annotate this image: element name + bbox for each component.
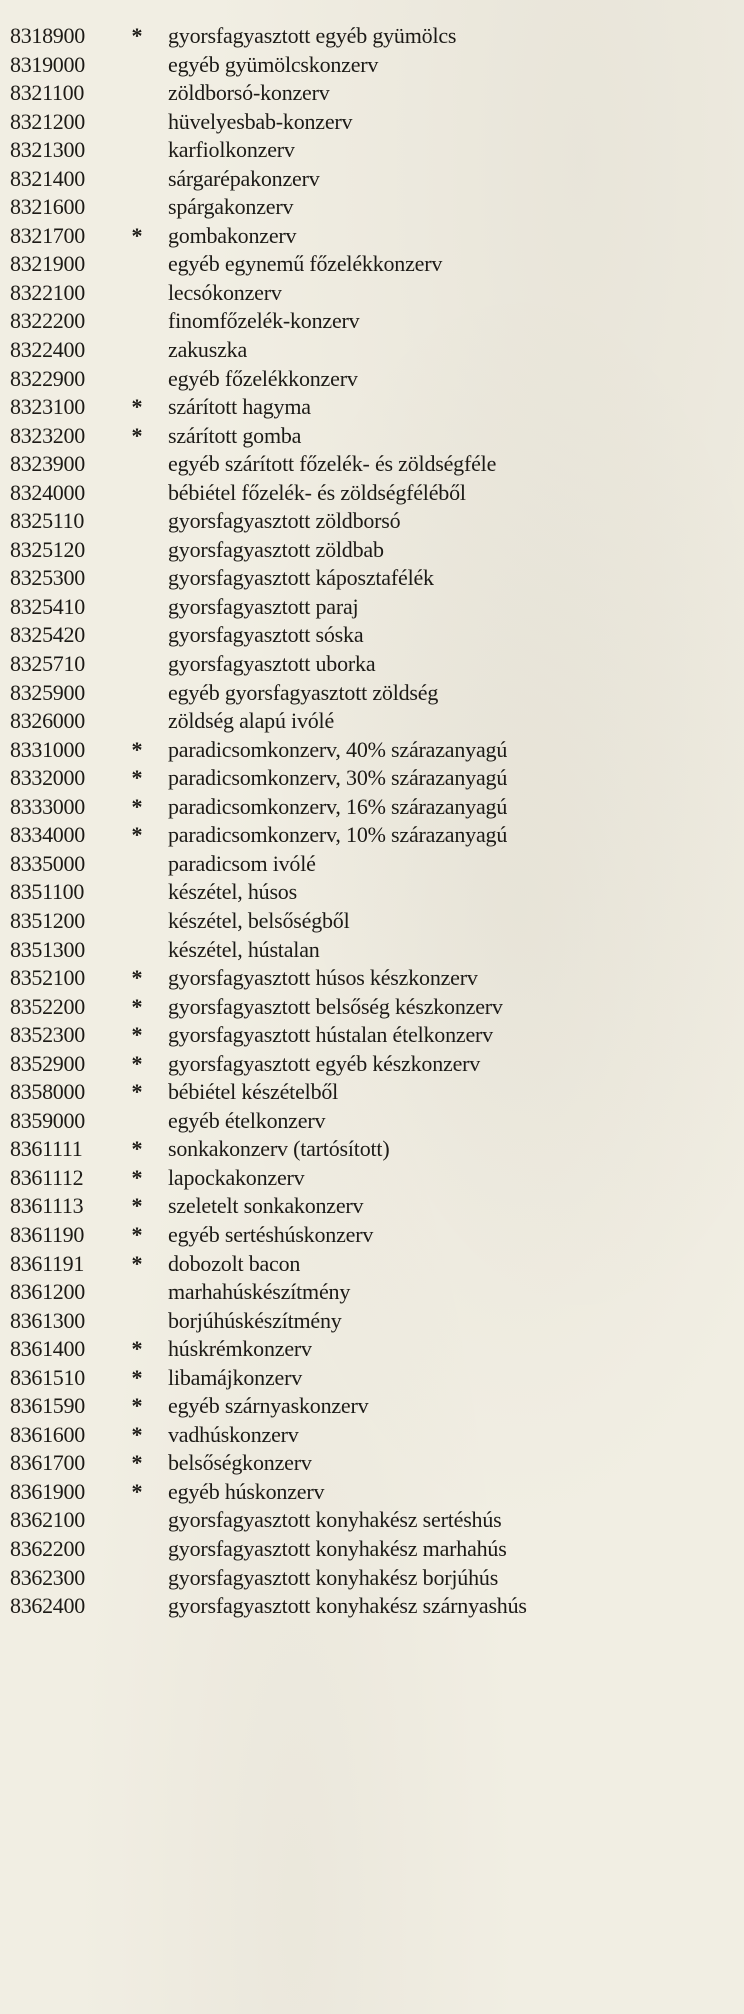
- list-item: [10, 279, 730, 308]
- item-code: 8325420: [10, 622, 85, 648]
- item-code: 8361191: [10, 1250, 85, 1276]
- item-code: 8361113: [10, 1193, 84, 1219]
- item-name: zakuszka: [168, 337, 248, 363]
- item-code: 8322200: [10, 308, 85, 334]
- item-code: 8323200: [10, 422, 85, 448]
- item-asterisk-marker: *: [131, 965, 143, 991]
- item-code: 8325300: [10, 565, 85, 591]
- list-item: [10, 1421, 730, 1450]
- item-name: gyorsfagyasztott paraj: [168, 593, 359, 619]
- list-item: [10, 1135, 730, 1164]
- list-item: [10, 1449, 730, 1478]
- list-item: [10, 108, 730, 137]
- item-asterisk-marker: *: [131, 1136, 143, 1162]
- list-item: [10, 1478, 730, 1507]
- list-item: [10, 507, 730, 536]
- list-item: [10, 1107, 730, 1136]
- list-item: [10, 393, 730, 422]
- item-name: egyéb egynemű főzelékkonzerv: [168, 251, 443, 277]
- item-asterisk-marker: *: [131, 1421, 143, 1447]
- item-name: karfiolkonzerv: [168, 137, 295, 163]
- item-name: finomfőzelék-konzerv: [168, 308, 360, 334]
- item-name: lecsókonzerv: [168, 279, 282, 305]
- item-name: egyéb húskonzerv: [168, 1478, 325, 1504]
- item-code: 8352300: [10, 1022, 85, 1048]
- item-name: gyorsfagyasztott káposztafélék: [168, 565, 434, 591]
- list-item: [10, 222, 730, 251]
- item-name: húskrémkonzerv: [168, 1336, 312, 1362]
- item-name: egyéb szárított főzelék- és zöldségféle: [168, 451, 497, 477]
- item-code: 8322100: [10, 279, 85, 305]
- item-name: egyéb sertéshúskonzerv: [168, 1221, 374, 1247]
- list-item: [10, 993, 730, 1022]
- item-asterisk-marker: *: [131, 1193, 143, 1219]
- list-item: [10, 1592, 730, 1621]
- list-item: [10, 536, 730, 565]
- item-asterisk-marker: *: [131, 394, 143, 420]
- list-item: [10, 365, 730, 394]
- item-code: 8361510: [10, 1364, 85, 1390]
- item-asterisk-marker: *: [131, 736, 143, 762]
- list-item: [10, 764, 730, 793]
- item-name: paradicsomkonzerv, 30% szárazanyagú: [168, 765, 508, 791]
- item-name: szárított hagyma: [168, 394, 311, 420]
- item-code: 8325110: [10, 508, 85, 534]
- item-name: gyorsfagyasztott belsőség készkonzerv: [168, 993, 503, 1019]
- list-item: [10, 1078, 730, 1107]
- item-code: 8321600: [10, 194, 85, 220]
- item-name: gyorsfagyasztott zöldbab: [168, 536, 384, 562]
- list-item: [10, 878, 730, 907]
- item-name: paradicsom ivólé: [168, 850, 316, 876]
- item-code: 8333000: [10, 793, 85, 819]
- item-asterisk-marker: *: [131, 1450, 143, 1476]
- list-item: [10, 1221, 730, 1250]
- list-item: [10, 593, 730, 622]
- item-name: dobozolt bacon: [168, 1250, 301, 1276]
- item-code: 8323900: [10, 451, 85, 477]
- item-code: 8334000: [10, 822, 85, 848]
- list-item: [10, 1021, 730, 1050]
- item-name: egyéb szárnyaskonzerv: [168, 1393, 369, 1419]
- item-asterisk-marker: *: [131, 422, 143, 448]
- item-code: 8352900: [10, 1050, 85, 1076]
- item-code: 8331000: [10, 736, 85, 762]
- list-item: [10, 821, 730, 850]
- item-asterisk-marker: *: [131, 822, 143, 848]
- list-item: [10, 1392, 730, 1421]
- item-asterisk-marker: *: [131, 1050, 143, 1076]
- item-code: 8322900: [10, 365, 85, 391]
- list-item: [10, 850, 730, 879]
- product-code-list: [10, 22, 730, 1621]
- item-asterisk-marker: *: [131, 23, 143, 48]
- item-code: 8322400: [10, 337, 85, 363]
- item-asterisk-marker: *: [131, 765, 143, 791]
- item-code: 8332000: [10, 765, 85, 791]
- list-item: [10, 621, 730, 650]
- item-code: 8325900: [10, 679, 85, 705]
- item-code: 8361112: [10, 1164, 84, 1190]
- item-name: libamájkonzerv: [168, 1364, 303, 1390]
- item-name: paradicsomkonzerv, 16% szárazanyagú: [168, 793, 508, 819]
- list-item: [10, 1250, 730, 1279]
- list-item: [10, 479, 730, 508]
- item-name: gyorsfagyasztott egyéb készkonzerv: [168, 1050, 481, 1076]
- item-asterisk-marker: *: [131, 222, 143, 248]
- item-name: gyorsfagyasztott hústalan ételkonzerv: [168, 1022, 493, 1048]
- item-asterisk-marker: *: [131, 793, 143, 819]
- item-code: 8321700: [10, 222, 85, 248]
- list-item: [10, 1307, 730, 1336]
- item-name: szárított gomba: [168, 422, 302, 448]
- item-name: bébiétel készételből: [168, 1079, 339, 1105]
- list-item: [10, 679, 730, 708]
- list-item: [10, 1364, 730, 1393]
- list-item: [10, 165, 730, 194]
- list-item: [10, 250, 730, 279]
- item-code: 8351200: [10, 907, 85, 933]
- item-asterisk-marker: *: [131, 1164, 143, 1190]
- item-name: gyorsfagyasztott konyhakész sertéshús: [168, 1507, 502, 1533]
- item-name: szeletelt sonkakonzerv: [168, 1193, 364, 1219]
- item-asterisk-marker: *: [131, 1250, 143, 1276]
- list-item: [10, 736, 730, 765]
- item-code: 8321900: [10, 251, 85, 277]
- item-code: 8361200: [10, 1279, 85, 1305]
- item-code: 8361300: [10, 1307, 85, 1333]
- item-code: 8321100: [10, 80, 85, 106]
- list-item: [10, 336, 730, 365]
- list-item: [10, 1335, 730, 1364]
- item-name: sárgarépakonzerv: [168, 165, 320, 191]
- item-name: egyéb ételkonzerv: [168, 1107, 326, 1133]
- item-name: lapockakonzerv: [168, 1164, 305, 1190]
- list-item: [10, 1164, 730, 1193]
- list-item: [10, 907, 730, 936]
- item-code: 8323100: [10, 394, 85, 420]
- item-name: készétel, húsos: [168, 879, 297, 905]
- item-name: gyorsfagyasztott konyhakész szárnyashús: [168, 1593, 527, 1619]
- item-code: 8321300: [10, 137, 85, 163]
- list-item: [10, 22, 730, 51]
- list-item: [10, 79, 730, 108]
- item-name: egyéb gyümölcskonzerv: [168, 51, 379, 77]
- item-code: 8352100: [10, 965, 85, 991]
- item-code: 8361590: [10, 1393, 85, 1419]
- item-name: paradicsomkonzerv, 40% szárazanyagú: [168, 736, 508, 762]
- item-code: 8325120: [10, 536, 85, 562]
- item-name: gyorsfagyasztott egyéb gyümölcs: [168, 23, 457, 48]
- item-code: 8324000: [10, 479, 85, 505]
- item-name: készétel, hústalan: [168, 936, 320, 962]
- item-code: 8362300: [10, 1564, 85, 1590]
- item-code: 8351100: [10, 879, 85, 905]
- list-item: [10, 422, 730, 451]
- list-item: [10, 450, 730, 479]
- item-asterisk-marker: *: [131, 1336, 143, 1362]
- list-item: [10, 564, 730, 593]
- item-code: 8326000: [10, 708, 85, 734]
- item-code: 8362100: [10, 1507, 85, 1533]
- item-asterisk-marker: *: [131, 1221, 143, 1247]
- list-item: [10, 1535, 730, 1564]
- item-name: gyorsfagyasztott konyhakész marhahús: [168, 1535, 507, 1561]
- item-code: 8318900: [10, 23, 85, 48]
- item-asterisk-marker: *: [131, 1022, 143, 1048]
- item-code: 8362200: [10, 1535, 85, 1561]
- item-code: 8335000: [10, 850, 85, 876]
- item-name: készétel, belsőségből: [168, 907, 350, 933]
- item-asterisk-marker: *: [131, 1393, 143, 1419]
- list-item: [10, 1564, 730, 1593]
- item-code: 8321200: [10, 108, 85, 134]
- item-name: borjúhúskészítmény: [168, 1307, 342, 1333]
- item-name: gyorsfagyasztott uborka: [168, 651, 376, 677]
- list-item: [10, 1192, 730, 1221]
- item-code: 8351300: [10, 936, 85, 962]
- item-name: vadhúskonzerv: [168, 1421, 299, 1447]
- item-code: 8352200: [10, 993, 85, 1019]
- item-code: 8319000: [10, 51, 85, 77]
- item-name: gyorsfagyasztott sóska: [168, 622, 364, 648]
- list-item: [10, 193, 730, 222]
- item-code: 8362400: [10, 1593, 85, 1619]
- item-name: gyorsfagyasztott zöldborsó: [168, 508, 401, 534]
- item-code: 8325710: [10, 651, 85, 677]
- list-item: [10, 964, 730, 993]
- item-name: gyorsfagyasztott konyhakész borjúhús: [168, 1564, 499, 1590]
- item-code: 8361400: [10, 1336, 85, 1362]
- list-item: [10, 1506, 730, 1535]
- item-name: gyorsfagyasztott húsos készkonzerv: [168, 965, 478, 991]
- item-name: sonkakonzerv (tartósított): [168, 1136, 390, 1162]
- item-code: 8361700: [10, 1450, 85, 1476]
- item-code: 8359000: [10, 1107, 85, 1133]
- item-code: 8321400: [10, 165, 85, 191]
- list-item: [10, 307, 730, 336]
- item-asterisk-marker: *: [131, 1364, 143, 1390]
- item-name: egyéb gyorsfagyasztott zöldség: [168, 679, 439, 705]
- item-name: paradicsomkonzerv, 10% szárazanyagú: [168, 822, 508, 848]
- item-name: egyéb főzelékkonzerv: [168, 365, 358, 391]
- list-item: [10, 707, 730, 736]
- list-item: [10, 136, 730, 165]
- list-item: [10, 1278, 730, 1307]
- item-code: 8361600: [10, 1421, 85, 1447]
- item-name: spárgakonzerv: [168, 194, 294, 220]
- item-code: 8358000: [10, 1079, 85, 1105]
- item-name: zöldborsó-konzerv: [168, 80, 330, 106]
- list-item: [10, 650, 730, 679]
- item-name: marhahúskészítmény: [168, 1279, 351, 1305]
- item-name: zöldség alapú ivólé: [168, 708, 335, 734]
- list-item: [10, 1050, 730, 1079]
- list-item: [10, 51, 730, 80]
- item-code: 8361190: [10, 1221, 85, 1247]
- item-asterisk-marker: *: [131, 993, 143, 1019]
- item-code: 8361111: [10, 1136, 83, 1162]
- list-item: [10, 793, 730, 822]
- item-asterisk-marker: *: [131, 1478, 143, 1504]
- item-code: 8325410: [10, 593, 85, 619]
- list-item: [10, 936, 730, 965]
- item-name: hüvelyesbab-konzerv: [168, 108, 353, 134]
- item-name: gombakonzerv: [168, 222, 297, 248]
- item-code: 8361900: [10, 1478, 85, 1504]
- item-name: bébiétel főzelék- és zöldségféléből: [168, 479, 466, 505]
- item-name: belsőségkonzerv: [168, 1450, 312, 1476]
- item-asterisk-marker: *: [131, 1079, 143, 1105]
